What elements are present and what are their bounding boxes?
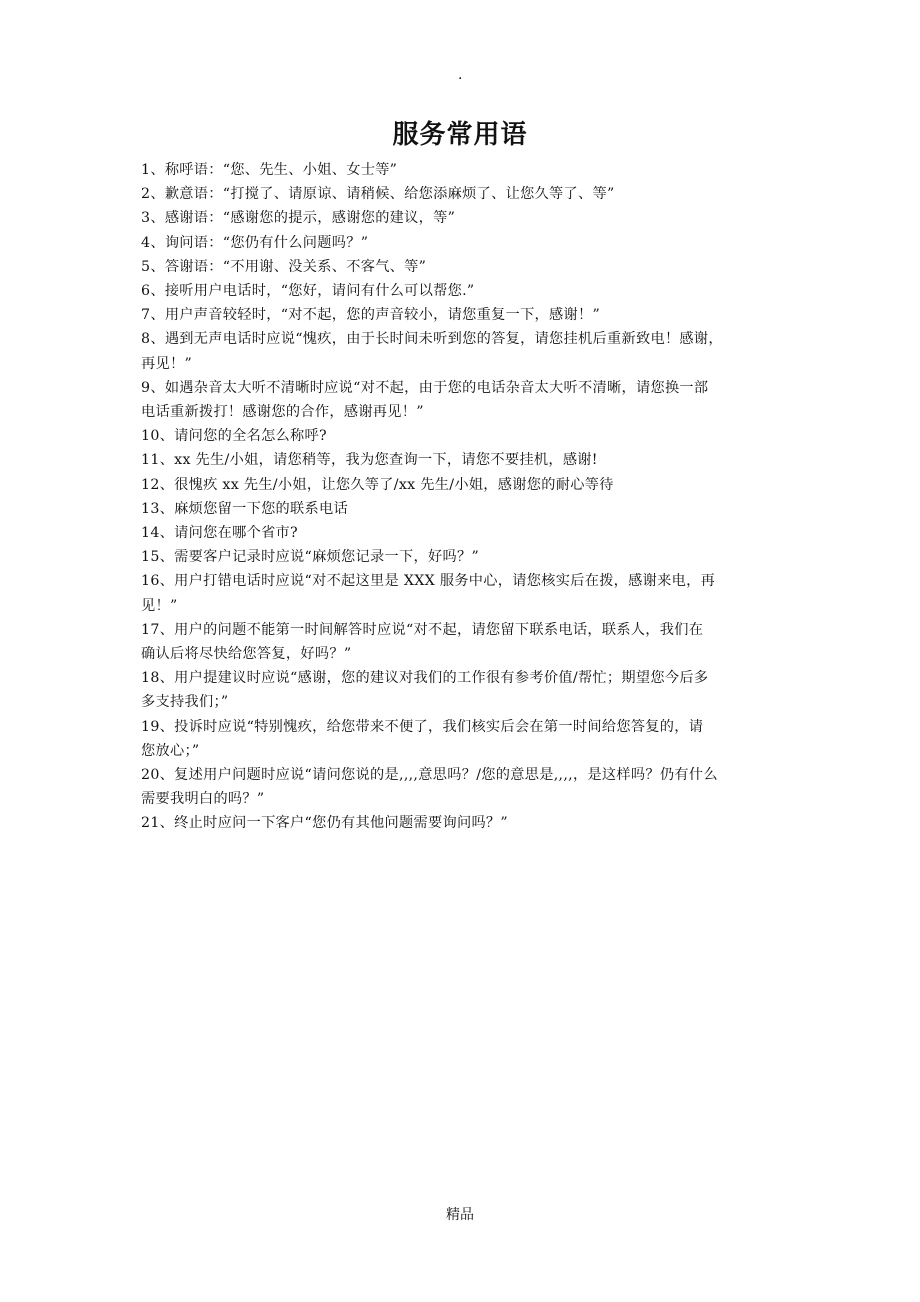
list-item: 4、询问语：“您仍有什么问题吗？” [141, 234, 369, 251]
list-item: 确认后将尽快给您答复，好吗？” [141, 646, 352, 663]
list-item: 13、麻烦您留一下您的联系电话 [141, 500, 348, 517]
list-item: 10、请问您的全名怎么称呼? [141, 428, 327, 445]
page-footer: 精品 [446, 1207, 474, 1223]
list-item: 9、如遇杂音太大听不清晰时应说“对不起，由于您的电话杂音太大听不清晰，请您换一部 [141, 379, 709, 396]
list-item: 再见！” [141, 355, 193, 372]
list-item: 需要我明白的吗？” [141, 791, 265, 808]
list-item: 21、终止时应问一下客户“您仍有其他问题需要询问吗？” [141, 815, 508, 832]
list-item: 6、接听用户电话时，“您好，请问有什么可以帮您.” [141, 283, 475, 300]
list-item: 1、称呼语：“您、先生、小姐、女士等” [141, 162, 398, 178]
header-dot-mark: · [458, 71, 463, 87]
list-item: 5、答谢语：“不用谢、没关系、不客气、等” [141, 258, 427, 275]
list-item: 多支持我们；” [141, 694, 229, 711]
phrase-list [141, 158, 801, 836]
list-item: 8、遇到无声电话时应说“愧疚，由于长时间未听到您的答复，请您挂机后重新致电！感谢， [141, 331, 723, 348]
list-item: 19、投诉时应说“特别愧疚，给您带来不便了，我们核实后会在第一时间给您答复的，请 [141, 718, 704, 735]
list-item: 12、很愧疚 xx 先生/小姐，让您久等了/xx 先生/小姐，感谢您的耐心等待 [141, 476, 614, 493]
list-item: 您放心；” [141, 742, 200, 759]
list-item: 7、用户声音较轻时，“对不起，您的声音较小，请您重复一下，感谢！” [141, 307, 601, 324]
list-item: 电话重新拨打！感谢您的合作，感谢再见！” [141, 404, 424, 421]
list-item: 20、复述用户问题时应说“请问您说的是,,,,意思吗？/您的意思是,,,,，是这样吗？仍有什么 [141, 767, 718, 784]
list-item: 15、需要客户记录时应说“麻烦您记录一下，好吗？” [141, 549, 479, 566]
list-item: 11、xx 先生/小姐，请您稍等，我为您查询一下，请您不要挂机，感谢! [141, 452, 598, 469]
list-item: 18、用户提建议时应说“感谢，您的建议对我们的工作很有参考价值/帮忙；期望您今后多 [141, 670, 709, 687]
list-item: 14、请问您在哪个省市? [141, 525, 298, 542]
list-item: 见！” [141, 597, 178, 614]
list-item: 17、用户的问题不能第一时间解答时应说“对不起，请您留下联系电话，联系人，我们在 [141, 621, 704, 638]
list-item: 3、感谢语：“感谢您的提示，感谢您的建议，等” [141, 210, 456, 227]
list-item: 2、歉意语：“打搅了、请原谅、请稍候、给您添麻烦了、让您久等了、等” [141, 186, 615, 203]
list-item: 16、用户打错电话时应说“对不起这里是 XXX 服务中心，请您核实后在拨，感谢来电，再 [141, 573, 716, 590]
page-title: 服务常用语 [392, 120, 528, 150]
